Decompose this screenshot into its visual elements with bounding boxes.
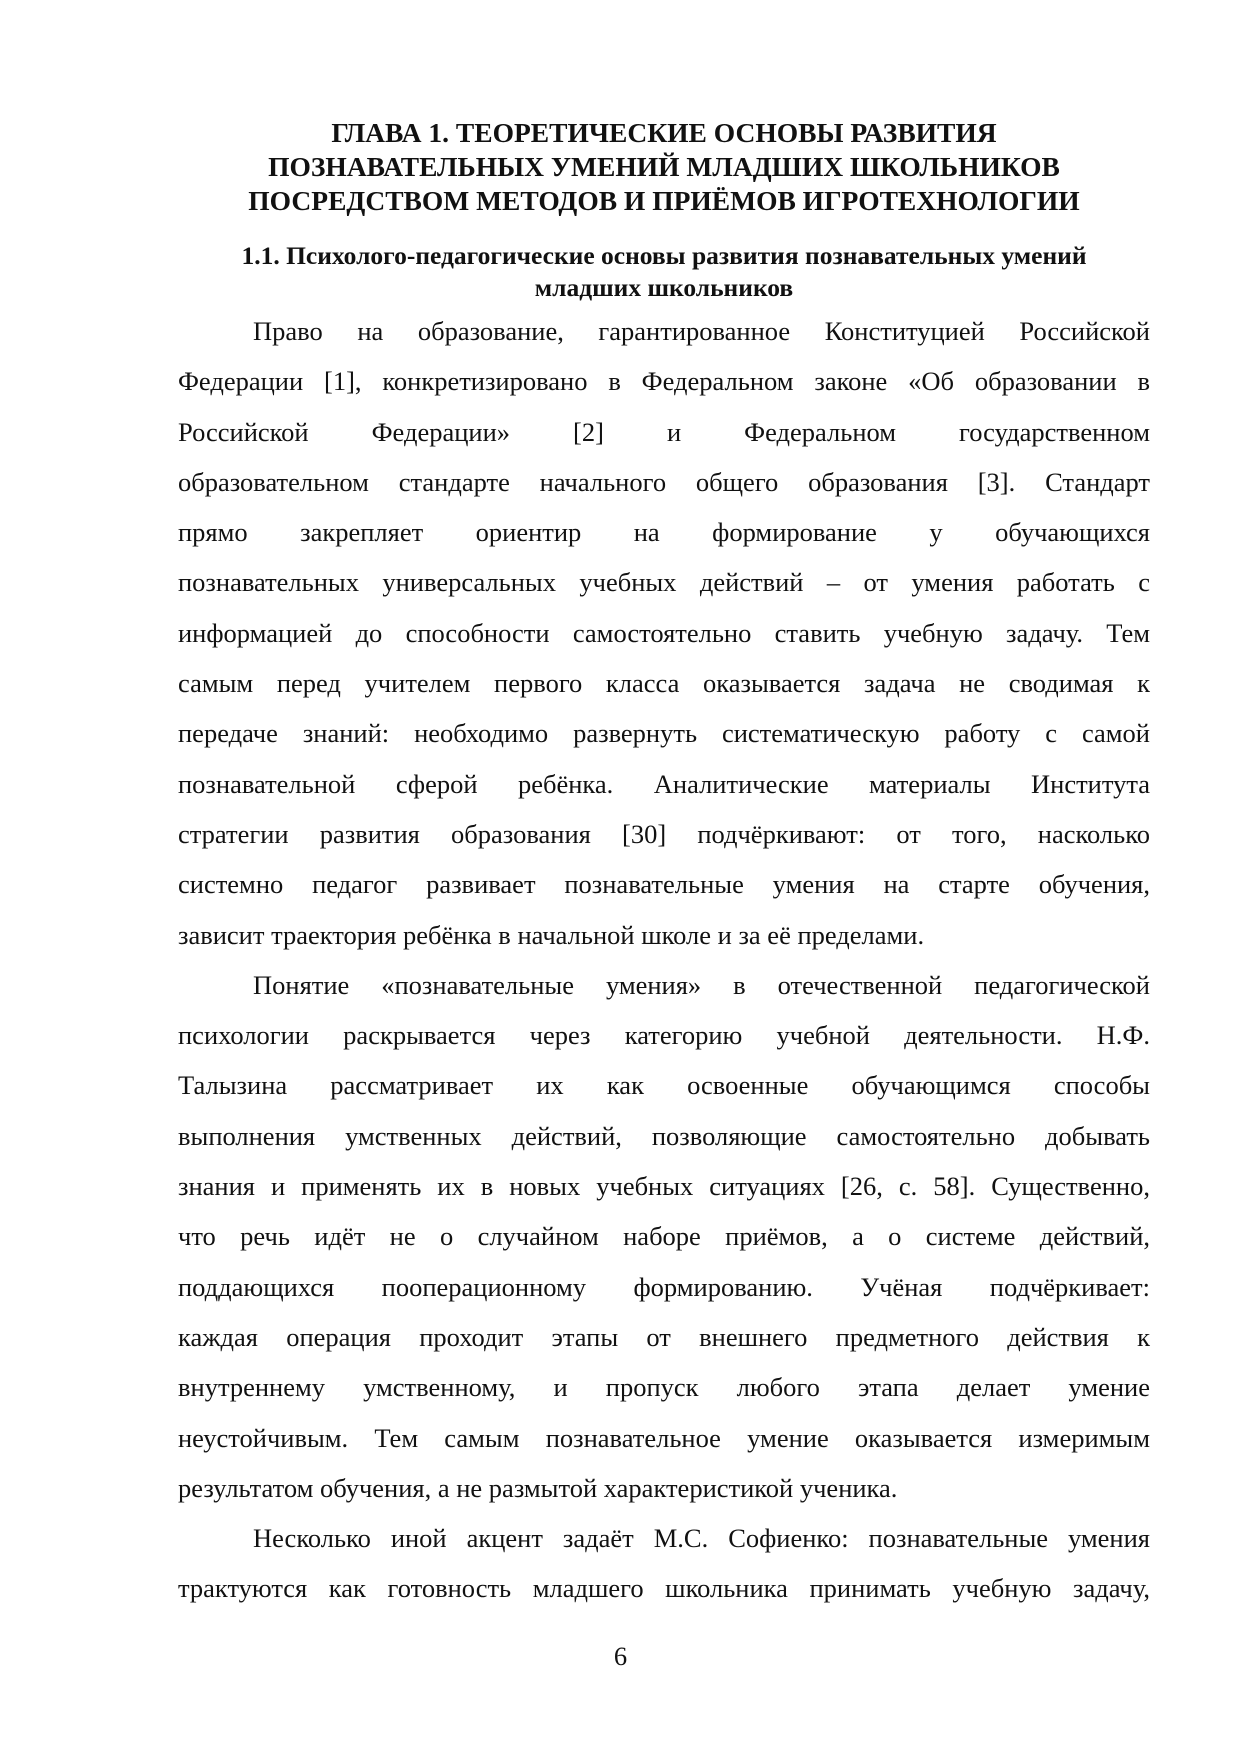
paragraph-line: психологии раскрывается через категорию учебной деятельности. Н.Ф. bbox=[178, 1020, 1150, 1051]
paragraph-line: стратегии развития образования [30] подчёркивают: от того, насколько bbox=[178, 818, 1150, 849]
paragraph-line: образовательном стандарте начального общего образования [3]. Стандарт bbox=[178, 466, 1150, 497]
paragraph-line: системно педагог развивает познавательные умения на старте обучения, bbox=[178, 869, 1150, 900]
page-content bbox=[178, 116, 1150, 1614]
paragraph-line: зависит траектория ребёнка в начальной школе и за её пределами. bbox=[178, 919, 925, 950]
chapter-title-line: ПОЗНАВАТЕЛЬНЫХ УМЕНИЙ МЛАДШИХ ШКОЛЬНИКОВ bbox=[268, 151, 1060, 182]
paragraph-line: познавательных универсальных учебных действий – от умения работать с bbox=[178, 567, 1150, 598]
paragraph-line: Федерации [1], конкретизировано в Федеральном законе «Об образовании в bbox=[178, 366, 1150, 397]
paragraph-line: каждая операция проходит этапы от внешнего предметного действия к bbox=[178, 1321, 1150, 1352]
paragraph-line: информацией до способности самостоятельно ставить учебную задачу. Тем bbox=[178, 617, 1150, 648]
page-number: 6 bbox=[613, 1641, 628, 1671]
paragraph-line: знания и применять их в новых учебных ситуациях [26, с. 58]. Существенно, bbox=[178, 1171, 1150, 1202]
paragraph-line: что речь идёт не о случайном наборе приёмов, а о системе действий, bbox=[178, 1221, 1150, 1252]
body-paragraph bbox=[178, 1513, 1150, 1614]
paragraph-line: прямо закрепляет ориентир на формирование у обучающихся bbox=[178, 517, 1150, 548]
chapter-title bbox=[178, 116, 1150, 218]
paragraph-line: результатом обучения, а не размытой характеристикой ученика. bbox=[178, 1472, 898, 1503]
paragraph-line: познавательной сферой ребёнка. Аналитические материалы Института bbox=[178, 768, 1150, 799]
paragraph-line: Талызина рассматривает их как освоенные обучающимся способы bbox=[178, 1070, 1150, 1101]
paragraph-line: Понятие «познавательные умения» в отечественной педагогической bbox=[253, 969, 1150, 1000]
section-title bbox=[178, 240, 1150, 304]
chapter-title-line: ПОСРЕДСТВОМ МЕТОДОВ И ПРИЁМОВ ИГРОТЕХНОЛОГИИ bbox=[248, 185, 1080, 216]
paragraph-line: Несколько иной акцент задаёт М.С. Софиенко: познавательные умения bbox=[253, 1523, 1150, 1554]
section-title-line: младших школьников bbox=[534, 273, 794, 302]
paragraph-line: выполнения умственных действий, позволяющие самостоятельно добывать bbox=[178, 1120, 1150, 1151]
paragraph-line: внутреннему умственному, и пропуск любого этапа делает умение bbox=[178, 1372, 1150, 1403]
chapter-title-line: ГЛАВА 1. ТЕОРЕТИЧЕСКИЕ ОСНОВЫ РАЗВИТИЯ bbox=[331, 117, 997, 148]
paragraph-line: Право на образование, гарантированное Конституцией Российской bbox=[253, 316, 1150, 346]
paragraph-line: трактуются как готовность младшего школьника принимать учебную задачу, bbox=[178, 1573, 1150, 1604]
paragraph-line: поддающихся пооперационному формированию. Учёная подчёркивает: bbox=[178, 1271, 1150, 1302]
paragraph-line: Российской Федерации» [2] и Федеральном государственном bbox=[178, 416, 1150, 447]
body-paragraph bbox=[178, 960, 1150, 1513]
paragraph-line: неустойчивым. Тем самым познавательное умение оказывается измеримым bbox=[178, 1422, 1150, 1453]
section-title-line: 1.1. Психолого-педагогические основы развития познавательных умений bbox=[241, 241, 1087, 270]
body-paragraph bbox=[178, 306, 1150, 960]
paragraph-line: передаче знаний: необходимо развернуть систематическую работу с самой bbox=[178, 718, 1150, 749]
paragraph-line: самым перед учителем первого класса оказывается задача не сводимая к bbox=[178, 668, 1150, 699]
